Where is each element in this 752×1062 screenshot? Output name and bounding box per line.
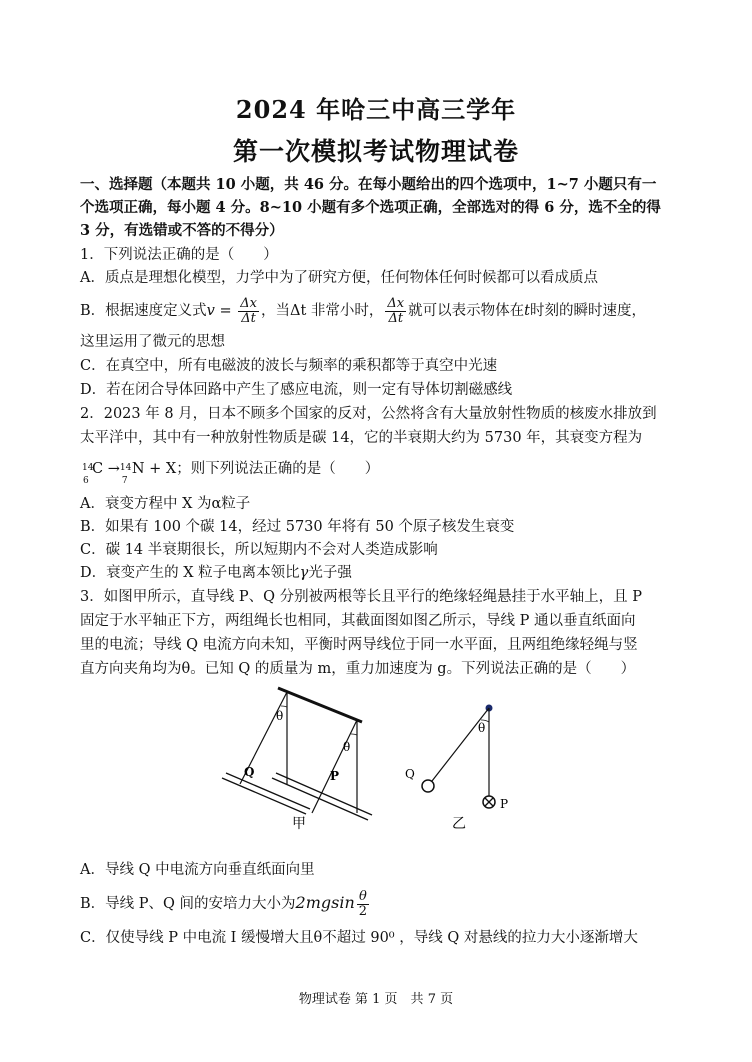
q3-b-formula: 2mgsin <box>295 893 355 912</box>
jia-theta-label-2: θ <box>343 740 351 754</box>
q3-stem-line2: 固定于水平轴正下方，两组绳长也相同，其截面图如图乙所示，导线 P 通以垂直纸面向 <box>80 613 636 629</box>
q1-b-post: 就可以表示物体在 <box>408 303 525 319</box>
q1-b-eq: = <box>214 303 237 319</box>
yi-label-p: P <box>500 797 509 811</box>
q1-b-t: t <box>524 303 530 319</box>
yi-theta-label: θ <box>478 721 486 735</box>
q3-figures <box>0 680 752 840</box>
q2-eq-tail: ；则下列说法正确的是（ ） <box>176 461 380 477</box>
yi-label-q: Q <box>405 767 415 781</box>
q1-b-fraction-2 <box>385 297 406 326</box>
q1-option-b <box>80 292 680 330</box>
jia-wire-q-line-b <box>226 773 310 809</box>
q1-b-mid: ，当Δt 非常小时， <box>260 303 384 319</box>
jia-label-q: Q <box>244 765 255 779</box>
q2-decay-equation <box>80 456 680 486</box>
figure-jia <box>222 688 372 832</box>
q3-option-b <box>80 883 680 924</box>
jia-angle-arc-2 <box>351 734 357 735</box>
q2-option-d <box>80 563 680 583</box>
q2-stem-line2: 太平洋中，其中有一种放射性物质是碳 14，它的半衰期大约为 5730 年，其衰变方程为 <box>80 430 643 446</box>
section-heading-line3: 3 分，有选错或不答的不得分） <box>80 222 284 239</box>
q3-b-den: 2 <box>358 903 368 919</box>
yi-caption: 乙 <box>452 816 466 832</box>
q2-option-a: A．衰变方程中 X 为α粒子 <box>80 496 251 512</box>
exam-title-line2: 第一次模拟考试物理试卷 <box>232 137 519 166</box>
q3-stem-line3: 里的电流；导线 Q 电流方向未知，平衡时两导线位于同一水平面，且两组绝缘轻绳与竖 <box>80 637 638 653</box>
q2-c-symbol: C <box>92 461 104 477</box>
jia-theta-label-1: θ <box>276 709 284 723</box>
q2-option-c: C．碳 14 半衰期很长，所以短期内不会对人类造成影响 <box>80 542 438 558</box>
q2-stem-line1: 2．2023 年 8 月，日本不顾多个国家的反对，公然将含有大量放射性物质的核废水排放到 <box>80 406 657 422</box>
q1-b-fraction-1 <box>238 297 259 326</box>
yi-wire-q-circle <box>422 780 434 792</box>
q1-b-num-2: Δx <box>387 295 405 311</box>
q3-b-pre: B．导线 P、Q 间的安培力大小为 <box>80 896 296 912</box>
q2-c-atomic-number: 6 <box>83 476 89 486</box>
q3-option-a: A．导线 Q 中电流方向垂直纸面向里 <box>80 862 315 878</box>
q3-b-num: θ <box>357 890 369 905</box>
q2-arrow: → <box>107 461 120 477</box>
q2-d-post: 光子强 <box>308 565 352 581</box>
q2-n-symbol: N + X <box>131 461 177 477</box>
q1-option-a: A．质点是理想化模型，力学中为了研究方便，任何物体任何时候都可以看成质点 <box>80 270 598 286</box>
q2-d-pre: D．衰变产生的 X 粒子电离本领比 <box>80 565 300 581</box>
section-heading-line2: 个选项正确，每小题 4 分。8~10 小题有多个选项正确，全部选对的得 6 分，选不全的得 <box>80 199 661 216</box>
q2-n-mass-number: 14 <box>119 463 132 473</box>
q2-c-mass-number: 14 <box>82 463 94 473</box>
page-footer: 物理试卷 第 1 页 共 7 页 <box>298 992 454 1007</box>
q3-stem-line1: 3．如图甲所示，直导线 P、Q 分别被两根等长且平行的绝缘轻绳悬挂于水平轴上，且 P <box>80 589 642 605</box>
q2-option-b: B．如果有 100 个碳 14，经过 5730 年将有 50 个原子核发生衰变 <box>80 519 515 535</box>
exam-title-line1: 2024 年哈三中高三学年 <box>235 95 517 124</box>
q1-stem: 1．下列说法正确的是（ ） <box>80 247 278 263</box>
jia-caption: 甲 <box>292 816 306 832</box>
q1-option-d: D．若在闭合导体回路中产生了感应电流，则一定有导体切割磁感线 <box>80 382 513 398</box>
jia-wire-q-line-a <box>222 778 306 814</box>
q1-option-c: C．在真空中，所有电磁波的波长与频率的乘积都等于真空中光速 <box>80 358 498 374</box>
q2-d-gamma: γ <box>299 565 309 581</box>
q1-b-num-1: Δx <box>240 295 257 311</box>
q1-b-den-1: Δt <box>241 310 256 326</box>
jia-label-p: P <box>330 769 340 783</box>
q1-b-pre: B．根据速度定义式 <box>80 303 207 319</box>
q3-stem-line4: 直方向夹角均为θ。已知 Q 的质量为 m，重力加速度为 g。下列说法正确的是（ ） <box>80 661 636 677</box>
yi-slanted-string <box>432 708 489 781</box>
q2-n-atomic-number: 7 <box>121 476 128 486</box>
q1-option-b-line2: 这里运用了微元的思想 <box>80 334 225 350</box>
q3-b-fraction <box>357 890 369 919</box>
q1-b-den-2: Δt <box>388 310 404 326</box>
q3-option-c: C．仅使导线 P 中电流 I 缓慢增大且θ不超过 90⁰ ，导线 Q 对悬线的拉力大小逐渐增大 <box>80 930 638 946</box>
jia-horizontal-axis <box>278 688 362 722</box>
section-heading-line1: 一、选择题（本题共 10 小题，共 46 分。在每小题给出的四个选项中，1~7 小题只有一 <box>80 176 657 193</box>
jia-angle-arc-1 <box>281 706 287 707</box>
q1-b-end: 时刻的瞬时速度， <box>529 303 646 319</box>
q1-b-v: v <box>206 303 215 319</box>
figure-yi <box>405 705 508 833</box>
